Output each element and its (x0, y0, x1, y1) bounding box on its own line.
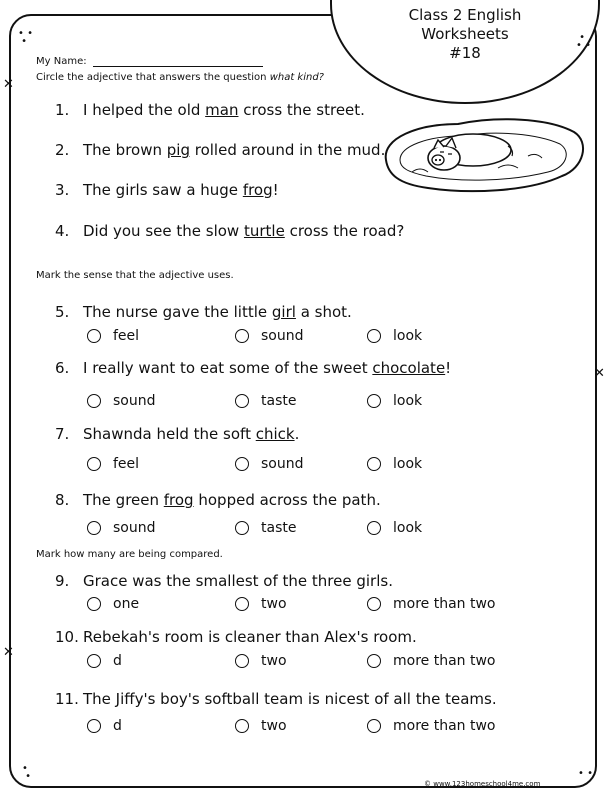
option-sound[interactable]: sound (87, 393, 156, 409)
answer-circle[interactable] (235, 719, 249, 733)
answer-circle[interactable] (235, 457, 249, 471)
noun-chocolate: chocolate (372, 359, 446, 377)
answer-circle[interactable] (87, 329, 101, 343)
question-7: 7. Shawnda held the soft chick. (55, 425, 300, 443)
answer-circle[interactable] (367, 457, 381, 471)
answer-circle[interactable] (367, 654, 381, 668)
dots-decoration: • • • (18, 28, 33, 47)
name-label: My Name: (36, 56, 87, 67)
star-decoration: ✕ (3, 77, 14, 92)
option-more-than-two[interactable]: more than two (367, 718, 495, 734)
option-one[interactable]: one (87, 596, 139, 612)
title-line-1: Class 2 English (408, 6, 522, 24)
answer-circle[interactable] (235, 654, 249, 668)
answer-circle[interactable] (87, 654, 101, 668)
option-more-than-two[interactable]: more than two (367, 596, 495, 612)
noun-frog: frog (242, 181, 273, 199)
noun-girl: girl (271, 303, 296, 321)
noun-man: man (205, 101, 239, 119)
question-2: 2. The brown pig rolled around in the mud. (55, 141, 386, 159)
answer-circle[interactable] (87, 719, 101, 733)
answer-circle[interactable] (235, 394, 249, 408)
question-9: 9. Grace was the smallest of the three girls. (55, 572, 393, 590)
question-8: 8. The green frog hopped across the path. (55, 491, 381, 509)
name-field[interactable] (36, 56, 263, 67)
option-two[interactable]: two (235, 596, 287, 612)
question-11: 11. The Jiffy's boy's softball team is nicest of all the teams. (55, 690, 497, 708)
option-sound[interactable]: sound (87, 520, 156, 536)
option-sound[interactable]: sound (235, 456, 304, 472)
answer-circle[interactable] (235, 521, 249, 535)
question-4: 4. Did you see the slow turtle cross the road? (55, 222, 405, 240)
name-line[interactable] (93, 56, 263, 67)
answer-circle[interactable] (367, 521, 381, 535)
dots-decoration: • • (22, 763, 32, 782)
answer-circle[interactable] (87, 597, 101, 611)
noun-frog: frog (163, 491, 194, 509)
noun-chick: chick (255, 425, 295, 443)
answer-circle[interactable] (367, 394, 381, 408)
question-10: 10. Rebekah's room is cleaner than Alex's room. (55, 628, 417, 646)
option-look[interactable]: look (367, 328, 422, 344)
option-taste[interactable]: taste (235, 520, 296, 536)
worksheet-title (330, 6, 600, 63)
option-look[interactable]: look (367, 456, 422, 472)
answer-circle[interactable] (87, 521, 101, 535)
option-feel[interactable]: feel (87, 456, 139, 472)
option-d[interactable]: d (87, 718, 122, 734)
option-two[interactable]: two (235, 718, 287, 734)
pig-in-mud-illustration (378, 110, 590, 198)
option-more-than-two[interactable]: more than two (367, 653, 495, 669)
instruction-2: Mark the sense that the adjective uses. (36, 270, 234, 281)
answer-circle[interactable] (87, 394, 101, 408)
copyright-credit: © www.123homeschool4me.com (424, 780, 541, 788)
question-1: 1. I helped the old man cross the street. (55, 101, 365, 119)
answer-circle[interactable] (87, 457, 101, 471)
answer-circle[interactable] (235, 329, 249, 343)
question-5: 5. The nurse gave the little girl a shot. (55, 303, 352, 321)
answer-circle[interactable] (367, 597, 381, 611)
option-two[interactable]: two (235, 653, 287, 669)
question-3: 3. The girls saw a huge frog! (55, 181, 279, 199)
option-d[interactable]: d (87, 653, 122, 669)
instruction-emphasis: what kind? (269, 72, 324, 83)
instruction-3: Mark how many are being compared. (36, 549, 223, 560)
option-look[interactable]: look (367, 393, 422, 409)
option-feel[interactable]: feel (87, 328, 139, 344)
dots-decoration: • • • (576, 32, 591, 51)
answer-circle[interactable] (367, 719, 381, 733)
dots-decoration: • • (578, 768, 593, 779)
noun-turtle: turtle (243, 222, 285, 240)
option-sound[interactable]: sound (235, 328, 304, 344)
answer-circle[interactable] (367, 329, 381, 343)
title-line-2: Worksheets (421, 25, 509, 43)
question-6: 6. I really want to eat some of the sweet chocolate! (55, 359, 452, 377)
answer-circle[interactable] (235, 597, 249, 611)
star-decoration: ✕ (3, 645, 14, 660)
option-look[interactable]: look (367, 520, 422, 536)
star-decoration: ✕ (594, 366, 605, 381)
option-taste[interactable]: taste (235, 393, 296, 409)
noun-pig: pig (166, 141, 190, 159)
instruction-1: Circle the adjective that answers the question what kind? (36, 72, 324, 83)
title-line-3: #18 (449, 44, 481, 62)
